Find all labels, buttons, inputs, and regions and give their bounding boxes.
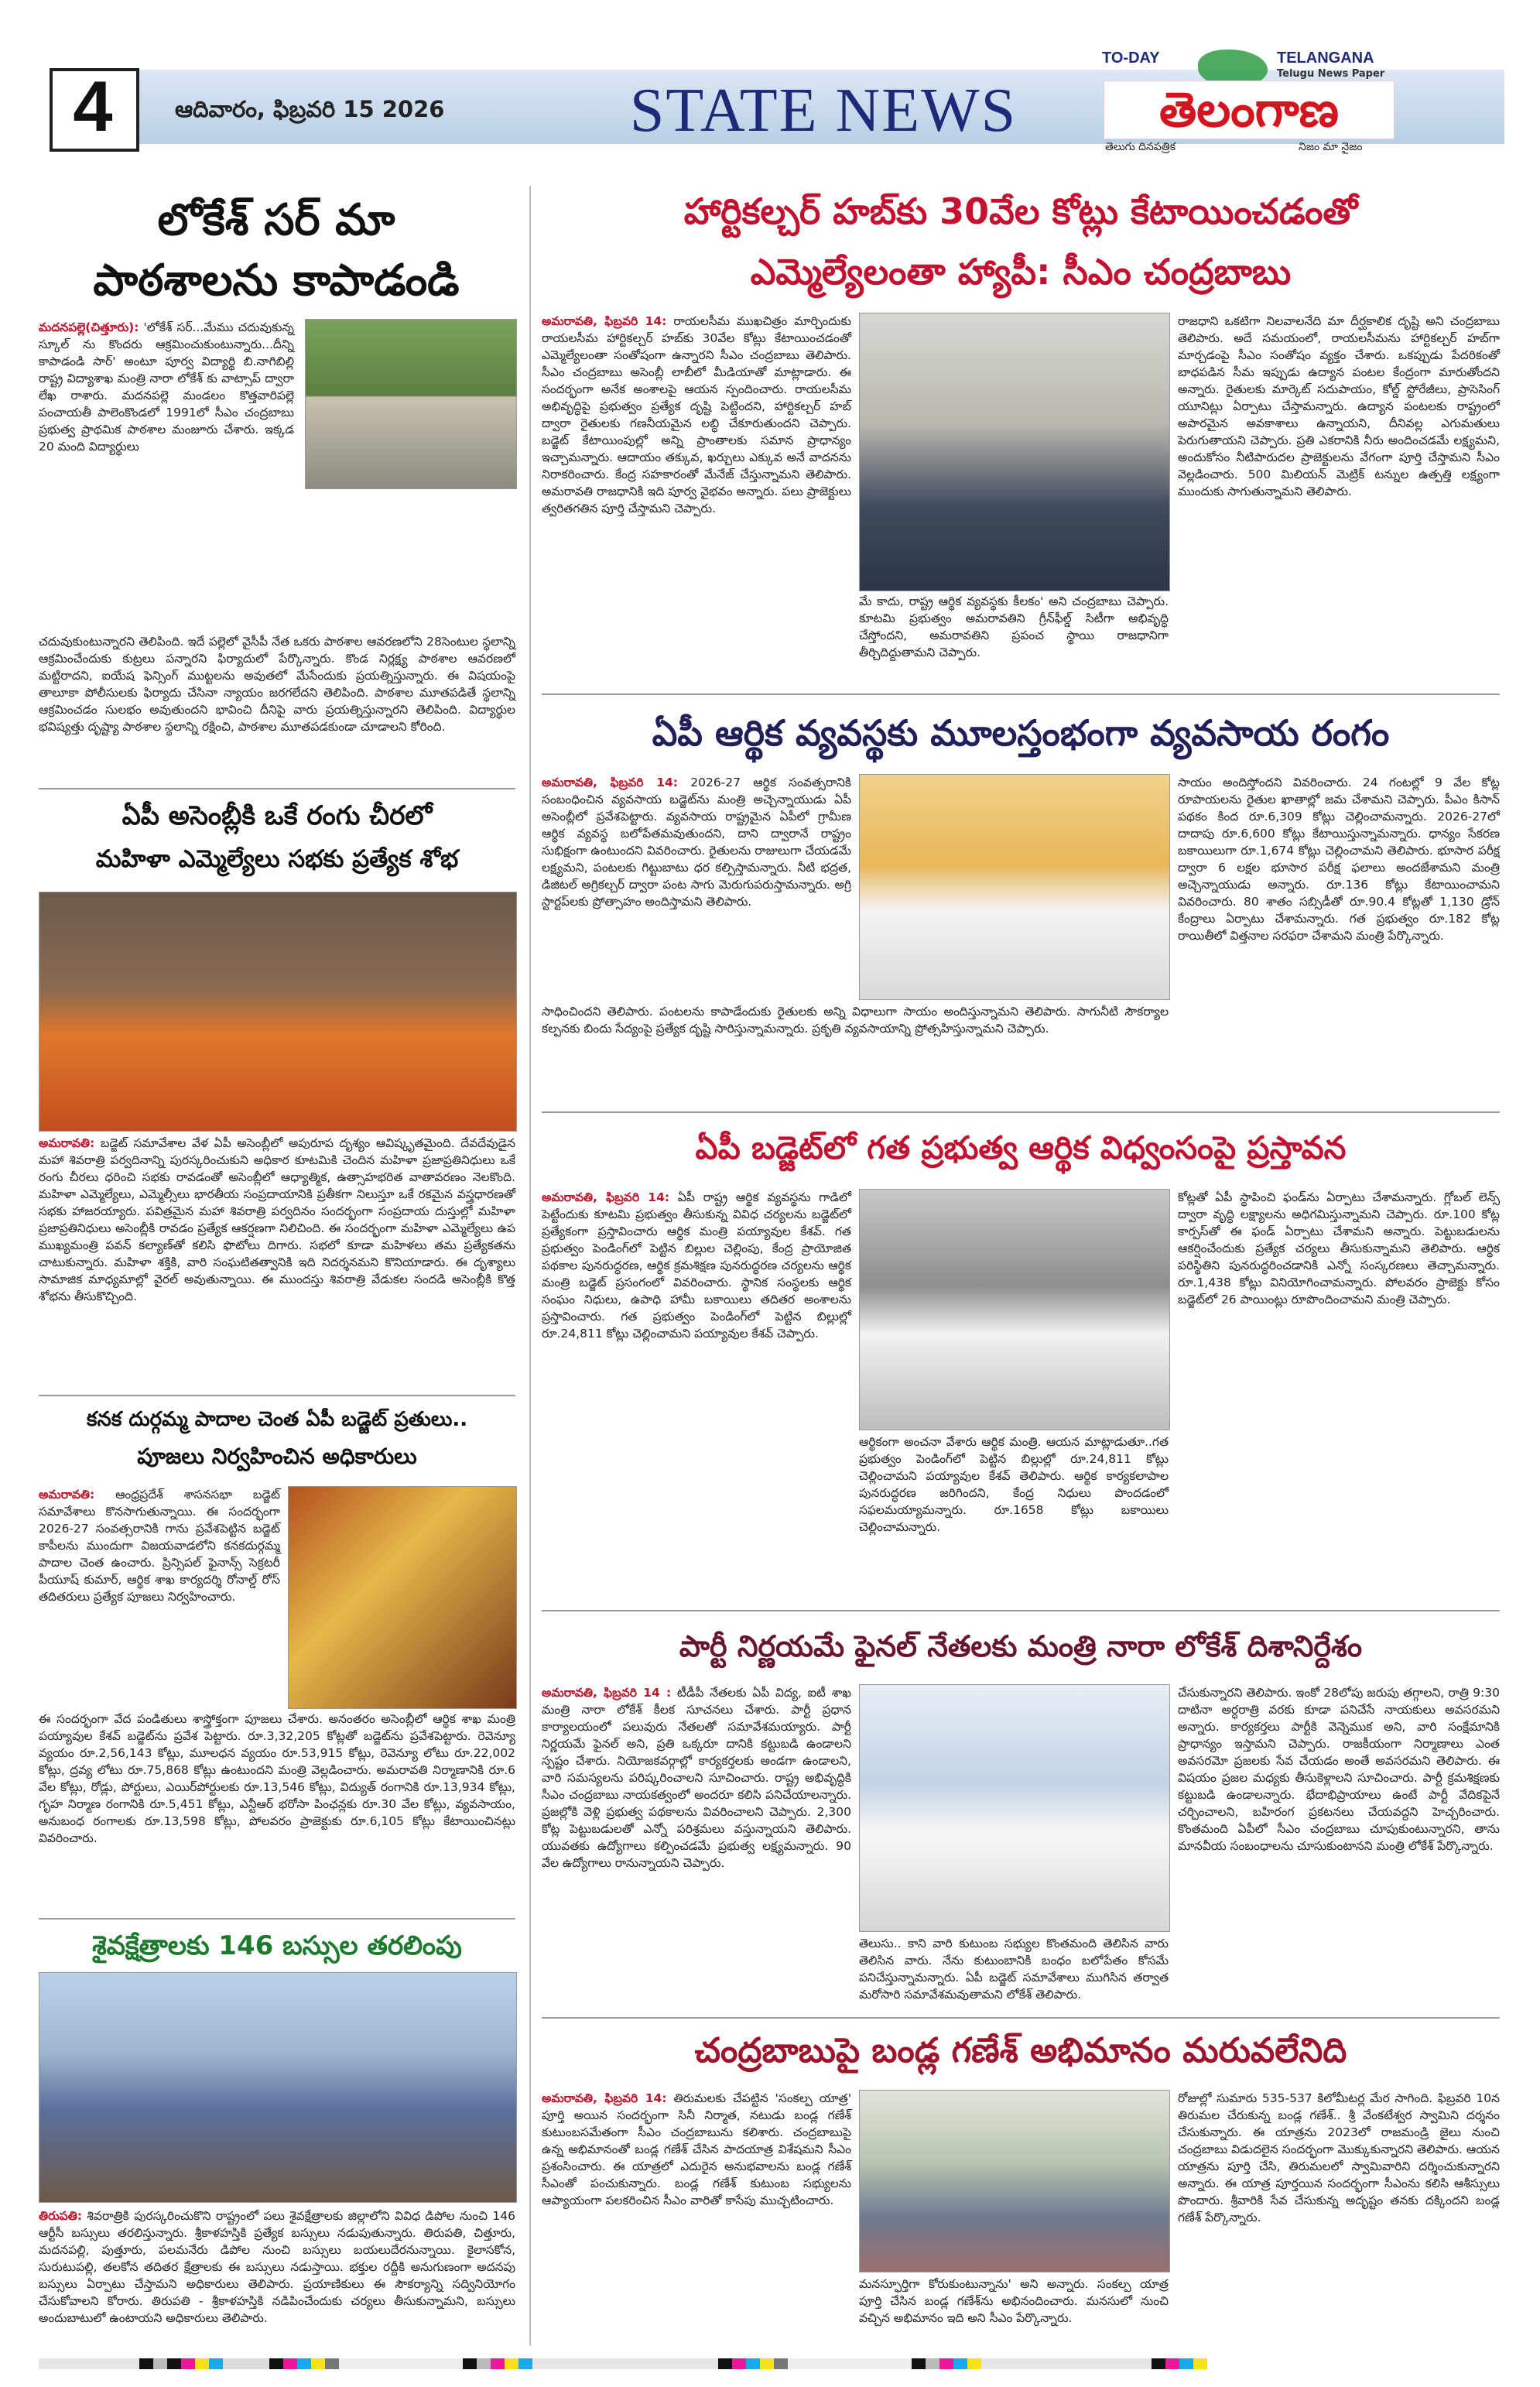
prev-govt-bottom: ఆర్థికంగా అంచనా వేశారు ఆర్థిక మంత్రి. ఆయన మాట్లాడుతూ..గత ప్రభుత్వం పెండింగ్‌లో పెట్టిన బిల్లుల్లో రూ.24,811 కోట్లు చెల్లించామని పయ్యావుల కేశవ్ తెలిపారు. ఆర్థిక కార్యకలాపాల పునరుద్ధరణ జరిగిందని, కేంద్ర నిధులు పొందడంలో సఫలమయ్యామన్నారు. రూ.1658 కోట్లు బకాయిలు చెల్లించామన్నారు. [859, 1435, 1169, 1534]
agriculture-col2: సాయం అందిస్తోందని వివరించారు. 24 గంటల్లో 9 వేల కోట్ల రూపాయలను రైతుల ఖాతాల్లో జమ చేశామని చెప్పారు. పీఎం కిసాన్ పథకం కింద రూ.6,309 కోట్లు చెల్లించామన్నారు. 2026-27లో దాదాపు రూ.6,600 కోట్లు కేటాయిస్తున్నామన్నారు. ధాన్యం సేకరణ బకాయిలుగా రూ.1,674 కోట్లు చెల్లించామని తెలిపారు. భూసార పరీక్ష ద్వారా 6 లక్షల భూసార పరీక్ష ఫలాలు అందజేశామని మంత్రి అచ్చెన్నాయుడు అన్నారు. రూ.136 కోట్లు కేటాయించామని వివరించారు. 80 శాతం సబ్సిడీతో రూ.90.4 కోట్లతో 1,130 డ్రోన్ కేంద్రాలు ఏర్పాటు చేశామన్నారు. గత ప్రభుత్వం రూ.182 కోట్ల రాయితీలో విత్తనాల సరఫరా చేశామని మంత్రి పేర్కొన్నారు. [1178, 776, 1500, 943]
divider [39, 788, 515, 789]
lokesh-school-body: చదువుకుంటున్నారని తెలిపింది. ఇదే పల్లెలో వైసీపీ నేత ఒకరు పాఠశాల ఆవరణలోని 28సెంటుల స్థలాన్ని ఆక్రమించేందుకు కుట్రలు పన్నారని ఫిర్యాదులో పేర్కొన్నారు. కొండ నిర్లక్ష్య పాఠశాల ఆవరణలో మట్టిరాదని, ఐయేష ఫెన్సింగ్ ముట్టలను అవుతలో మేసేందుకు ప్రయత్నిస్తున్నారు. ఈ విషయంపై తాలూకా పోలీసులకు ఫిర్యాదు చేసినా న్యాయం జరగలేదని తెలిపింది. పాఠశాల మూతపడితే స్థలాన్ని ఆక్రమించడం సులభం అవుతుందని భావించి దీనిపై వారు ప్రయత్నిస్తున్నారని తెలిపింది. విద్యార్థుల భవిష్యత్తు దృష్ట్యా పాఠశాల స్థలాన్ని రక్షించి, పాఠశాల మూతపడకుండా చూడాలని కోరింది. [39, 635, 515, 734]
agriculture-col1 [542, 774, 851, 1012]
prev-govt-col2: కోట్లతో ఏపీ స్థాపించి ఫండ్‌ను ఏర్పాటు చేశామన్నారు. గ్లోబల్ లెన్స్ ద్వారా వృద్ధి లక్ష్యాలను అధిగమిస్తున్నామని చెప్పారు. రూ.100 కోట్ల కార్పస్‌తో ఈ ఫండ్ ఏర్పాటు చేశామని అన్నారు. పెట్టుబడులను ఆకర్షించేందుకు ప్రత్యేక చర్యలు తీసుకున్నామని తెలిపారు. ఆర్థిక పరిస్థితిని పునరుద్ధరించడానికి ఎన్నో సంస్కరణలు తెచ్చామన్నారు. రూ.1,438 కోట్లు వినియోగించామన్నారు. పోలవరం ప్రాజెక్టు కోసం బడ్జెట్‌లో 26 పాయింట్లు రూపొందించామని మంత్రి చెప్పారు. [1178, 1190, 1500, 1307]
logo-main: తెలంగాణ [1104, 80, 1395, 139]
lokesh-school-lead [39, 319, 294, 632]
assembly-saree-body [39, 1135, 515, 1390]
durgamma-headline-2: పూజలు నిర్వహించిన అధికారులు [137, 1444, 417, 1469]
assembly-saree-headline-1: ఏపీ అసెంబ్లీకి ఒకే రంగు చీరలో [121, 800, 433, 831]
lokesh-school-lead-text: 'లోకేశ్ సర్...మేము చదువుకున్న స్కూల్ ను కొందరు ఆక్రమించుకుంటున్నారు...దీన్ని కాపాడండి సార్' అంటూ పూర్వ విద్యార్థి బి.నాగిబిల్లి రాష్ట్ర విద్యాశాఖ మంత్రి నారా లోకేశ్ కు వాట్సాప్ ద్వారా లేఖ రాశారు. మదనపల్లె మండలం కొత్తవారిపల్లె పంచాయతీ పాలెంకొండలో 1991లో సీఎం చంద్రబాబు ప్రభుత్వ ప్రాథమిక పాఠశాల మంజూరు చేశారు. ఇక్కడ 20 మంది విద్యార్థులు [39, 320, 294, 454]
bandla-col1-text: తిరుమలకు చేపట్టిన 'సంకల్ప యాత్ర' పూర్తి అయిన సందర్భంగా సినీ నిర్మాత, నటుడు బండ్ల గణేశ్ కుటుంబసమేతంగా సీఎం చంద్రబాబును కలిశారు. చంద్రబాబుపై ఉన్న అభిమానంతో బండ్ల గణేశ్ చేసిన పాదయాత్ర విశేషమని సీఎం ప్రశంసించారు. ఈ యాత్రలో ఎదురైన అనుభవాలను బండ్ల గణేశ్ సీఎంతో పంచుకున్నారు. బండ్ల గణేశ్ కుటుంబ సభ్యులను ఆప్యాయంగా పలకరించిన సీఎం వారితో కాసేపు ముచ్చటించారు. [542, 2091, 851, 2207]
divider [542, 2017, 1500, 2019]
durgamma-body: ఈ సందర్భంగా వేద పండితులు శాస్త్రోక్తంగా పూజలు చేశారు. అనంతరం అసెంబ్లీలో ఆర్థిక శాఖ మంత్రి పయ్యావుల కేశవ్ బడ్జెట్‌ను ప్రవేశ పెట్టారు. రూ.3,32,205 కోట్లతో బడ్జెట్‌ను ప్రవేశపెట్టారు. రెవెన్యూ వ్యయం రూ.2,56,143 కోట్లు, మూలధన వ్యయం రూ.53,915 కోట్లు, రెవెన్యూ లోటు రూ.22,002 కోట్లు, ద్రవ్య లోటు రూ.75,868 కోట్లు ఉంటుందని మంత్రి వెల్లడించారు. అమరావతి నిర్మాణానికి రూ.6 వేల కోట్లు, రోడ్లు, పోర్టులు, ఎయిర్‌పోర్టులకు రూ.13,546 కోట్లు, విద్యుత్ రంగానికి రూ.13,934 కోట్లు, గృహ నిర్మాణ రంగానికి రూ.5,451 కోట్లు, ఎన్టీఆర్ భరోసా పింఛన్లకు రూ.30 వేల కోట్లు, వ్యవసాయం, అనుబంధ రంగాలకు రూ.13,598 కోట్లు, పోలవరం ప్రాజెక్టుకు రూ.6,105 కోట్లు కేటాయించినట్లు వివరించారు. [39, 1712, 515, 1845]
buses-headline: శైవక్షేత్రాలకు 146 బస్సుల తరలింపు [92, 1930, 462, 1961]
prev-govt-dateline: అమరావతి, ఫిబ్రవరి 14: [542, 1190, 670, 1204]
lokesh-school-headline-1: లోకేశ్ సర్ మా [157, 195, 395, 245]
masthead [50, 50, 1500, 153]
buses-dateline: తిరుపతి: [39, 2209, 83, 2223]
bandla-dateline: అమరావతి, ఫిబ్రవరి 14: [542, 2091, 667, 2105]
shiva-statue-photo [39, 1972, 517, 2203]
column-rule [529, 186, 531, 2345]
bandla-col2: రోజుల్లో సుమారు 535-537 కిలోమీటర్ల మేర సాగింది. ఫిబ్రవరి 10న తిరుమల చేరుకున్న బండ్ల గణేశ్.. శ్రీ వేంకటేశ్వర స్వామిని దర్శనం చేసుకున్నారు. ఈ యాత్రను 2023లో రాజమండ్రి జైలు నుంచి చంద్రబాబు విడుదలైన సందర్భంగా మొక్కుకున్నారని తెలిపారు. ఆయన యాత్రను పూర్తి చేసి, తిరుమలలో స్వామివారిని దర్శించుకున్నారని అన్నారు. ఈ యాత్ర పూర్తయిన సందర్భంగా సీఎంను కలిసి ఆశీస్సులు పొందారు. శ్రీవారికి సేవ చేసుకున్న అదృష్టం తనకు దక్కిందని బండ్ల గణేశ్ పేర్కొన్నారు. [1178, 2091, 1501, 2224]
finance-minister-photo [859, 1189, 1170, 1430]
prev-govt-col1-text: ఏపీ రాష్ట్ర ఆర్థిక వ్యవస్థను గాడిలో పెట్టేందుకు కూటమి ప్రభుత్వం తీసుకున్న వివిధ చర్యలను బడ్జెట్‌లో ప్రత్యేకంగా ప్రస్తావించారు ఆర్థిక మంత్రి పయ్యావుల కేశవ్. గత ప్రభుత్వం పెండింగ్‌లో పెట్టిన బిల్లుల చెల్లింపు, కేంద్ర ప్రాయోజిత పథకాల పునరుద్ధరణ, ఆర్థిక క్రమశిక్షణ పునరుద్ధరణ చర్యలను ఆర్థిక మంత్రి బడ్జెట్ ప్రసంగంలో వివరించారు. స్థానిక సంస్థలకు ఆర్థిక సంఘం నిధులు, ఉపాధి హామీ బకాయిలు తదితర అంశాలను ప్రస్తావించారు. గత ప్రభుత్వం పెండింగ్‌లో పెట్టిన బిల్లుల్లో రూ.24,811 కోట్లు చెల్లించామని పయ్యావుల కేశవ్ చెప్పారు. [542, 1190, 851, 1341]
horticulture-photo-caption: మే కాదు, రాష్ట్ర ఆర్థిక వ్యవస్థకు కీలకం' అని చంద్రబాబు చెప్పారు. కూటమి ప్రభుత్వం అమరావతిని గ్రీన్‌ఫీల్డ్ సిటీగా అభివృద్ధి చేస్తోందని, అమరావతిని ప్రపంచ స్థాయి రాజధానిగా తీర్చిదిద్దుతామని చెప్పారు. [859, 594, 1169, 659]
date-line: ఆదివారం, ఫిబ్రవరి 15 2026 [175, 96, 445, 122]
horticulture-headline-2: ఎమ్మెల్యేలంతా హ్యాపీ: సీఎం చంద్రబాబు [750, 251, 1292, 293]
bandla-bottom: మనస్ఫూర్తిగా కోరుకుంటున్నాను' అని అన్నారు. సంకల్ప యాత్ర పూర్తి చేసిన బండ్ల గణేశ్‌ను అభినందించారు. మనసులో నుంచి వచ్చిన అభిమానం ఇది అని సీఎం పేర్కొన్నారు. [859, 2277, 1169, 2325]
assembly-saree-headline-2: మహిళా ఎమ్మెల్యేలు సభకు ప్రత్యేక శోభ [95, 845, 459, 873]
lokesh-speaking-photo [859, 1684, 1170, 1932]
logo-tag-left: తెలుగు దినపత్రిక [1105, 141, 1176, 153]
divider [39, 1918, 515, 1920]
durgamma-pooja-photo [288, 1486, 517, 1709]
horticulture-col1 [542, 313, 851, 625]
logo-left: TO-DAY [1102, 50, 1160, 67]
agriculture-col1-text: 2026-27 ఆర్థిక సంవత్సరానికి సంబంధించిన వ్యవసాయ బడ్జెట్‌ను మంత్రి అచ్చెన్నాయుడు ఏపీ అసెంబ్లీలో ప్రవేశపెట్టారు. వ్యవసాయ రాష్ట్రమైన ఏపీలో గ్రామీణ ఆర్థిక వ్యవస్థ బలోపేతమవుతుందని, దాని ద్వారానే రాష్ట్రం సుభిక్షంగా ఉంటుందని వివరించారు. రైతులను రాజులుగా చేయడమే లక్ష్యమని, పంటలకు గిట్టుబాటు ధర కల్పిస్తామన్నారు. నీటి భద్రత, డిజిటల్ అగ్రికల్చర్ ద్వారా పంట సాగు మెరుగుపరుస్తామన్నారు. అగ్రి స్టార్టప్‌లకు ప్రోత్సాహం అందిస్తామని తెలిపారు. [542, 776, 851, 909]
school-building-photo [305, 319, 517, 489]
buses-body [39, 2207, 515, 2344]
lokesh-school-headline-2: పాఠశాలను కాపాడండి [93, 255, 460, 306]
party-decision-col1 [542, 1684, 851, 2012]
agriculture-bottom: సాధించిందని తెలిపారు. పంటలను కాపాడేందుకు రైతులకు అన్ని విధాలుగా సాయం అందిస్తున్నామని తెలిపారు. సాగునీటి సౌకర్యాల కల్పనకు బిందు సేద్యంపై ప్రత్యేక దృష్టి సారిస్తున్నామన్నారు. ప్రకృతి వ్యవసాయాన్ని ప్రోత్సహిస్తున్నామని చెప్పారు. [542, 1005, 1169, 1036]
divider [542, 693, 1500, 695]
agriculture-headline: ఏపీ ఆర్థిక వ్యవస్థకు మూలస్తంభంగా వ్యవసాయ రంగం [652, 712, 1390, 754]
logo [1099, 50, 1398, 166]
logo-sub: Telugu News Paper [1277, 68, 1385, 80]
party-decision-bottom: తెలుసు.. కాని వారి కుటుంబ సభ్యుల కొంతమంది తెలిసిన వారు తెలిసిన వారు. నేను కుటుంబానికి బంధం బలోపేతం కోసమే పనిచేస్తున్నామన్నారు. ఏపీ బడ్జెట్ సమావేశాలు ముగిసిన తర్వాత మరోసారి సమావేశమవుతామని లోకేశ్ తెలిపారు. [859, 1937, 1169, 2002]
buses-text: శివరాత్రికి పురస్కరించుకొని రాష్ట్రంలో పలు శైవక్షేత్రాలకు జిల్లాలోని వివిధ డిపోల నుంచి 146 ఆర్టీసీ బస్సులు తరలిస్తున్నారు. శ్రీకాళహస్తికి ప్రత్యేక బస్సులు నడుపుతున్నారు. తిరుపతి, చిత్తూరు, మదనపల్లి, పుత్తూరు, పలమనేరు డిపోల నుంచి బస్సులు బయలుదేరనున్నాయి. కైలాసకోన, సురుటుపల్లి, తలకోన తదితర క్షేత్రాలకు ఈ బస్సులు నడుస్తాయి. భక్తుల రద్దీకి అనుగుణంగా అదనపు బస్సులు ఏర్పాటు చేస్తామని అధికారులు తెలిపారు. ప్రయాణికులు ఈ సౌకర్యాన్ని సద్వినియోగం చేసుకోవాలని కోరారు. తిరుపతి - శ్రీకాళహస్తికి నడిపించేందుకు చర్యలు తీసుకున్నామని, బస్సులు అందుబాటులో ఉంటాయని అధికారులు తెలిపారు. [39, 2209, 515, 2325]
party-decision-headline: పార్టీ నిర్ణయమే ఫైనల్ నేతలకు మంత్రి నారా లోకేశ్ దిశానిర్దేశం [679, 1629, 1363, 1663]
party-decision-col2: చేసుకున్నారని తెలిపారు. ఇంకో 28లోపు జరుపు తగ్గాలని, రాత్రి 9:30 దాటినా అర్ధరాత్రి వరకు కూడా పనిచేసే నాయకులు అవసరమని అన్నారు. కార్యకర్తలు పార్టీకి వెన్నెముక అని, వారి సంక్షేమానికి ప్రాధాన్యం ఇస్తామని చెప్పారు. రాజకీయంగా నిర్మాణాలు ఎంత అవసరమో ప్రజలకు సేవ చేయడం అంతే అవసరమని తెలిపారు. ఈ విషయం ప్రజల మధ్యకు తీసుకెళ్లాలని సూచించారు. పార్టీ క్రమశిక్షణకు కట్టుబడి ఉండాలన్నారు. భేదాభిప్రాయాలు ఉంటే పార్టీ వేదికపైనే చర్చించాలని, బహిరంగ ప్రకటనలు చేయవద్దని హెచ్చరించారు. కొంతమంది ఏపీలో సీఎం చంద్రబాబు చూపుకుంటున్నారని, తాను మానవీయ సంబంధాలను చూసుకుంటానని మంత్రి లోకేశ్ పేర్కొన్నారు. [1178, 1686, 1500, 1853]
section-title: STATE NEWS [629, 77, 1018, 145]
bandla-family-photo [859, 2090, 1170, 2272]
agriculture-dateline: అమరావతి, ఫిబ్రవరి 14: [542, 776, 678, 789]
minister-speaking-photo [859, 774, 1170, 1000]
horticulture-headline-1: హార్టికల్చర్ హబ్‌కు 30వేల కోట్లు కేటాయించడంతో [683, 190, 1358, 232]
logo-tag-right: నిజం మా నైజం [1299, 141, 1363, 153]
prev-govt-col1 [542, 1189, 851, 1523]
bandla-col1 [542, 2090, 851, 2345]
women-mlas-photo [39, 892, 517, 1132]
divider [542, 1111, 1500, 1113]
durgamma-headline-1: కనక దుర్గమ్మ పాదాల చెంత ఏపీ బడ్జెట్ ప్రతులు.. [86, 1408, 468, 1431]
bandla-headline: చంద్రబాబుపై బండ్ల గణేశ్ అభిమానం మరువలేనిది [694, 2031, 1347, 2070]
divider [542, 1610, 1500, 1611]
logo-right: TELANGANA [1277, 50, 1374, 67]
prev-govt-headline: ఏపీ బడ్జెట్‌లో గత ప్రభుత్వ ఆర్థిక విధ్వంసంపై ప్రస్తావన [695, 1129, 1347, 1166]
durgamma-lead [39, 1486, 280, 1706]
assembly-saree-dateline: అమరావతి: [39, 1136, 95, 1150]
horticulture-dateline: అమరావతి, ఫిబ్రవరి 14: [542, 314, 667, 328]
cm-meeting-photo [859, 313, 1170, 591]
print-color-bar [39, 2358, 1501, 2368]
party-decision-col1-text: టీడీపీ నేతలకు ఏపీ విద్య, ఐటీ శాఖ మంత్రి నారా లోకేశ్ కీలక సూచనలు చేశారు. పార్టీ ప్రధాన కార్యాలయంలో పలువురు నేతలతో సమావేశమయ్యారు. పార్టీ నిర్ణయమే ఫైనల్ అని, ప్రతి ఒక్కరూ దానికి కట్టుబడి ఉండాలని స్పష్టం చేశారు. నియోజకవర్గాల్లో కార్యకర్తలకు అండగా ఉండాలని, వారి సమస్యలను పరిష్కరించాలని సూచించారు. రాష్ట్ర అభివృద్ధికి సీఎం చంద్రబాబు నాయకత్వంలో అందరూ కలిసి పనిచేయాలన్నారు. ప్రజల్లోకి వెళ్లి ప్రభుత్వ పథకాలను వివరించాలని చెప్పారు. 2,300 కోట్ల పెట్టుబడులతో ఎన్నో పరిశ్రమలు వస్తున్నాయని తెలిపారు. యువతకు ఉద్యోగాలు కల్పించడమే ప్రభుత్వ లక్ష్యమన్నారు. 90 వేల ఉద్యోగాలు రానున్నాయని చెప్పారు. [542, 1686, 851, 1870]
durgamma-dateline: అమరావతి: [39, 1488, 95, 1502]
lokesh-school-dateline: మదనపల్లె(చిత్తూరు): [39, 320, 139, 334]
durgamma-lead-text: ఆంధ్రప్రదేశ్ శాసనసభా బడ్జెట్ సమావేశాలు కొనసాగుతున్నాయి. ఈ సందర్భంగా 2026-27 సంవత్సరానికి గాను ప్రవేశపెట్టిన బడ్జెట్ కాపీలను ముందుగా విజయవాడలోని కనకదుర్గమ్మ పాదాల చెంత ఉంచారు. ప్రిన్సిపల్ ఫైనాన్స్ సెక్రటరీ పీయూష్ కుమార్, ఆర్థిక శాఖ కార్యదర్శి రోనాల్డ్ రోస్ తదితరులు ప్రత్యేక పూజలు నిర్వహించారు. [39, 1488, 280, 1604]
divider [39, 1395, 515, 1396]
assembly-saree-text: బడ్జెట్ సమావేశాల వేళ ఏపీ అసెంబ్లీలో అపురూప దృశ్యం ఆవిష్కృతమైంది. దేవదేవుడైన మహా శివరాత్రి పర్వదినాన్ని పురస్కరించుకుని అధికార కూటమికి చెందిన మహిళా ప్రజాప్రతినిధులు ఒకే రంగు చీరలు ధరించి సభకు రావడంతో అసెంబ్లీలో ఆధ్యాత్మిక, ఉత్సాహభరిత వాతావరణం నెలకొంది. మహిళా ఎమ్మెల్యేలు, ఎమ్మెల్సీలు భారతీయ సంప్రదాయానికి ప్రతీకగా నిలుస్తూ ఒకే రకమైన వస్త్రధారణతో సభకు హాజరయ్యారు. పవిత్రమైన మహా శివరాత్రి పర్వదినం సందర్భంగా సంప్రదాయ దుస్తుల్లో మహిళా ప్రజాప్రతినిధులు అసెంబ్లీకి రావడం ప్రత్యేక ఆకర్షణగా నిలిచింది. ఈ సందర్భంగా మహిళా ఎమ్మెల్యేలు ఉప ముఖ్యమంత్రి పవన్ కల్యాణ్‌తో కలిసి ఫొటోలు దిగారు. సభలో కూడా మహిళలు తమ ప్రత్యేకతను చాటుకున్నారు. మహిళా శక్తికి, వారి సంఘటితత్వానికి ఇది నిదర్శనమని కొనియాడారు. ఈ దృశ్యాలు సామాజిక మాధ్యమాల్లో వైరల్ అవుతున్నాయి. ఈ ముందస్తు శివరాత్రి వేడుకల సందడి అసెంబ్లీకి కొత్త శోభను తీసుకొచ్చింది. [39, 1136, 515, 1303]
party-decision-dateline: అమరావతి, ఫిబ్రవరి 14 : [542, 1686, 672, 1700]
horticulture-col1-text: రాయలసీమ ముఖచిత్రం మార్చిందుకు రాయలసీమ హార్టికల్చర్ హబ్‌కు 30వేల కోట్లు కేటాయించడంతో ఎమ్మెల్యేలంతా సంతోషంగా ఉన్నారని సీఎం చంద్రబాబు తెలిపారు. సీఎం చంద్రబాబు అసెంబ్లీ లాబీలో మీడియాతో మాట్లాడారు. ఈ సందర్భంగా అనేక అంశాలపై ఆయన స్పందించారు. రాయలసీమ అభివృద్ధిపై ప్రభుత్వం ప్రత్యేక దృష్టి పెట్టిందని, హార్టికల్చర్ హబ్ ద్వారా రైతులకు గణనీయమైన లబ్ధి చేకూరుతుందని చెప్పారు. బడ్జెట్ కేటాయింపుల్లో అన్ని ప్రాంతాలకు సమాన ప్రాధాన్యం ఇచ్చామన్నారు. ఆదాయం తక్కువ, ఖర్చులు ఎక్కువ అనే వాదనను నిరాకరించారు. కేంద్ర సహకారంతో మేనేజ్ చేస్తున్నామని తెలిపారు. అమరావతి రాజధానికి ఇది పూర్వ వైభవం అన్నారు. పలు ప్రాజెక్టులు త్వరితగతిన పూర్తి చేస్తామని చెప్పారు. [542, 314, 851, 515]
horticulture-col2: రాజధాని ఒకటిగా నిలవాలనేది మా దీర్ఘకాలిక దృష్టి అని చంద్రబాబు తెలిపారు. అదే సమయంలో, రాయలసీమను హార్టికల్చర్ హబ్‌గా మార్చడంపై సీఎం సంతోషం వ్యక్తం చేశారు. ఒకప్పుడు పేదరికంతో బాధపడిన సీమ ఇప్పుడు ఉద్యాన పంటల కేంద్రంగా మారుతోందని అన్నారు. రైతులకు మార్కెట్ సదుపాయం, కోల్డ్ స్టోరేజీలు, ప్రాసెసింగ్ యూనిట్లు ఏర్పాటు చేస్తామన్నారు. ఉద్యాన పంటలకు రాష్ట్రంలో అపారమైన అవకాశాలు ఉన్నాయని, దీనివల్ల ఎగుమతులు పెరుగుతాయని చెప్పారు. ప్రతి ఎకరానికి నీరు అందించడమే లక్ష్యమని, అందుకోసం నీటిపారుదల ప్రాజెక్టులను వేగంగా పూర్తి చేస్తామని సీఎం వెల్లడించారు. 500 మిలియన్ మెట్రిక్ టన్నుల ఉత్పత్తి లక్ష్యంగా ముందుకు సాగుతున్నామని తెలిపారు. [1178, 314, 1500, 498]
page-number: 4 [73, 67, 113, 146]
